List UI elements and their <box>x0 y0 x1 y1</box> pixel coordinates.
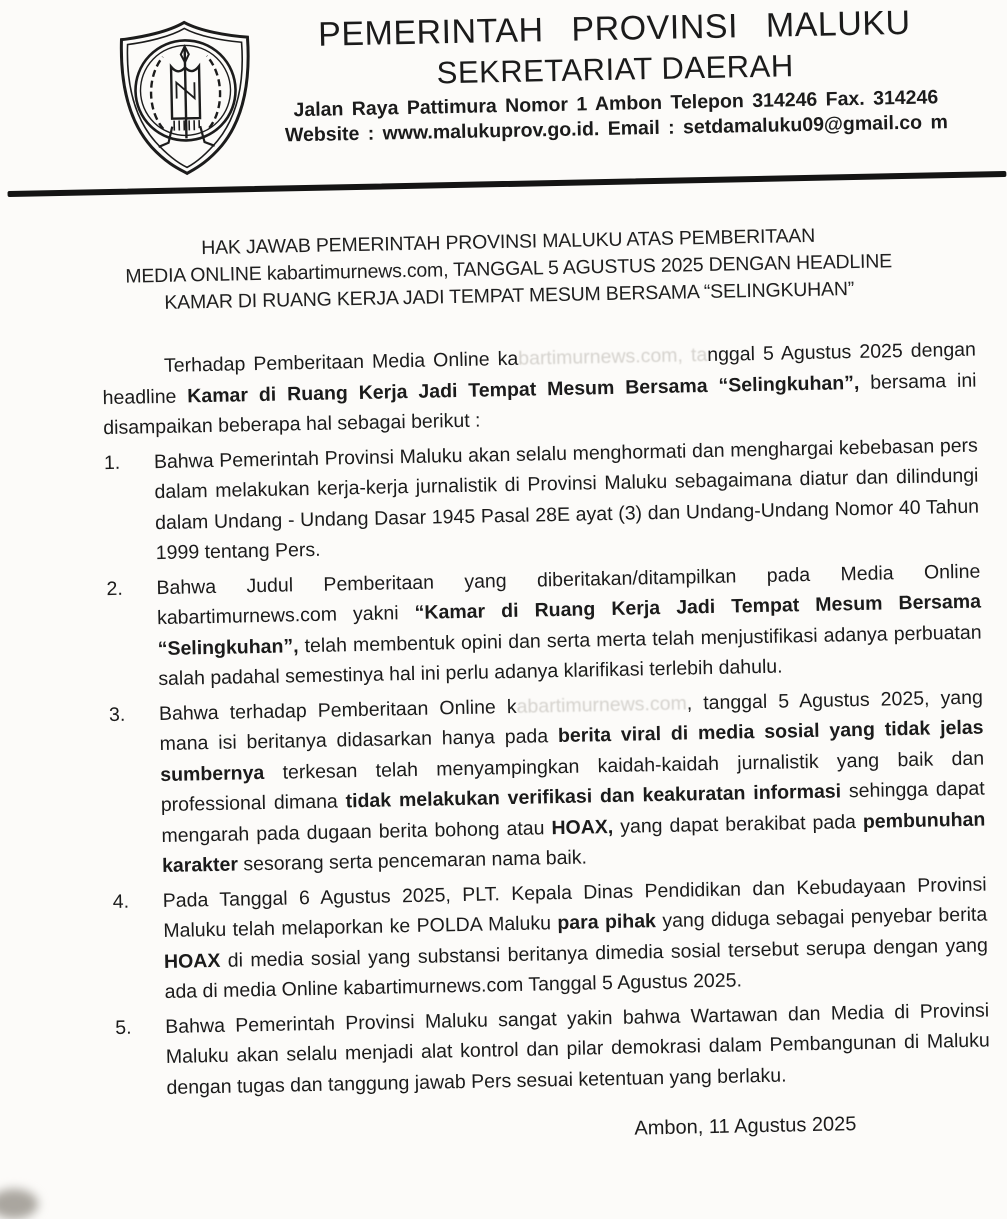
text-segment: yang diduga sebagai penyebar berita <box>655 903 988 933</box>
list-item <box>115 995 991 1104</box>
bold-text-segment: HOAX, <box>551 815 614 839</box>
title-line-2: MEDIA ONLINE kabartimurnews.com, TANGGAL 5 AGUSTUS 2025 DENGAN HEADLINE <box>125 250 893 288</box>
letterhead <box>0 2 1007 182</box>
numbered-list <box>104 430 991 1104</box>
text-segment: Terhadap Pemberitaan Media Online ka <box>163 347 519 377</box>
bold-text-segment: berita viral di media sosial yang tidak jelas sumbernya <box>160 716 984 786</box>
title-line-3: KAMAR DI RUANG KERJA JADI TEMPAT MESUM BERSAMA “SELINGKUHAN” <box>164 278 855 314</box>
text-segment: Bahwa Pemerintah Provinsi Maluku sangat yakin bahwa Wartawan dan Media di Provinsi Maluku akan selalu menjadi alat kontrol dan pilar demokrasi dalam Pembangunan di Maluku dengan tugas dan tanggung jawab Pers sesuai ketentuan yang berlaku. <box>165 998 990 1099</box>
list-item-number: 4. <box>112 890 130 913</box>
text-segment: Bahwa terhadap Pemberitaan Online k <box>158 695 517 725</box>
list-item <box>112 869 988 1009</box>
bold-text-segment: pembunuhan karakter <box>161 807 986 878</box>
list-item-number: 2. <box>106 577 123 600</box>
scan-smudge <box>0 1189 38 1219</box>
text-segment: nggal 5 Agustus 2025 dengan headline <box>102 338 977 409</box>
text-segment: sehingga dapat mengarah pada dugaan berita bohong atau <box>161 777 985 847</box>
list-item-text <box>154 430 980 569</box>
place-date-line: Ambon, 11 Agustus 2025 <box>634 1113 857 1140</box>
list-item <box>106 556 982 696</box>
text-segment: Pada Tanggal 6 Agustus 2025, PLT. Kepala Dinas Pendidikan dan Kebudayaan Provinsi Maluku telah melaporkan ke POLDA Maluku <box>162 872 987 943</box>
text-segment: bersama ini disampaikan beberapa hal sebagai berikut : <box>103 369 977 440</box>
list-item-number: 5. <box>115 1016 132 1039</box>
document-title <box>4 219 1007 320</box>
list-item-text <box>165 995 991 1103</box>
org-name-line2: SEKRETARIAT DAERAH <box>436 48 794 91</box>
list-item <box>109 682 986 883</box>
bold-text-segment: para pihak <box>557 910 657 935</box>
text-segment: Bahwa Judul Pemberitaan yang diberitakan/ditampilkan pada Media Online kabartimurnews.com yakni <box>156 560 981 630</box>
scanned-letter-page <box>0 2 1007 1156</box>
text-segment: Bahwa Pemerintah Provinsi Maluku akan selalu menghormati dan menghargai kebebasan pers dalam melakukan kerja-kerja jurnalistik di Provinsi Maluku sebagaimana diatur dan dilindungi dalam Undang - Undang Dasar 1945 Pasal 28E ayat (3) dan Undang-Undang Nomor 40 Tahun 1999 tentang Pers. <box>153 434 980 565</box>
list-item-text <box>159 682 987 882</box>
text-segment: terkesan telah menyampingkan kaidah-kaidah jurnalistik yang baik dan professional dimana <box>160 747 985 817</box>
title-line-1: HAK JAWAB PEMERINTAH PROVINSI MALUKU ATAS PEMBERITAAN <box>201 224 816 260</box>
faded-text-segment: bartimurnews.com, ta <box>517 343 708 370</box>
list-item-text <box>156 556 982 695</box>
text-segment: sesorang serta pencemaran nama baik. <box>237 846 588 876</box>
text-segment: di media sosial yang substansi beritanya dimedia sosial tersebut serupa dengan yang ada di media Online kabartimurnews.com Tanggal 5 Agustus 2025. <box>164 933 989 1003</box>
org-name-line1: PEMERINTAH PROVINSI MALUKU <box>317 3 911 54</box>
bold-text-segment: “Kamar di Ruang Kerja Jadi Tempat Mesum Bersama “Selingkuhan”, <box>157 590 982 660</box>
list-item <box>104 430 980 570</box>
letter-body <box>102 335 992 1155</box>
org-website-email: Website : www.malukuprov.go.id. Email : setdamaluku09@gmail.co m <box>284 111 949 147</box>
faded-text-segment: abartimurnews.com <box>516 691 687 718</box>
list-item-number: 3. <box>108 703 126 726</box>
text-segment: telah membentuk opini dan serta merta telah menjustifikasi adanya perbuatan salah padahal semestinya hal ini perlu adanya klarifikasi terlebih dahulu. <box>158 621 982 691</box>
org-address: Jalan Raya Pattimura Nomor 1 Ambon Telepon 314246 Fax. 314246 <box>293 86 939 122</box>
bold-text-segment: HOAX <box>163 949 221 973</box>
list-item-text <box>162 869 988 1008</box>
bold-text-segment: Kamar di Ruang Kerja Jadi Tempat Mesum Bersama “Selingkuhan”, <box>187 371 860 407</box>
bold-text-segment: tidak melakukan verifikasi dan keakuratan informasi <box>345 780 842 813</box>
text-segment: yang dapat berakibat pada <box>613 810 864 838</box>
letterhead-text <box>252 3 978 149</box>
list-item-number: 1. <box>103 451 121 474</box>
text-segment: , tanggal 5 Agustus 2025, yang mana isi beritanya didasarkan hanya pada <box>159 686 984 756</box>
maluku-emblem-icon <box>108 17 263 178</box>
intro-paragraph <box>102 335 978 444</box>
